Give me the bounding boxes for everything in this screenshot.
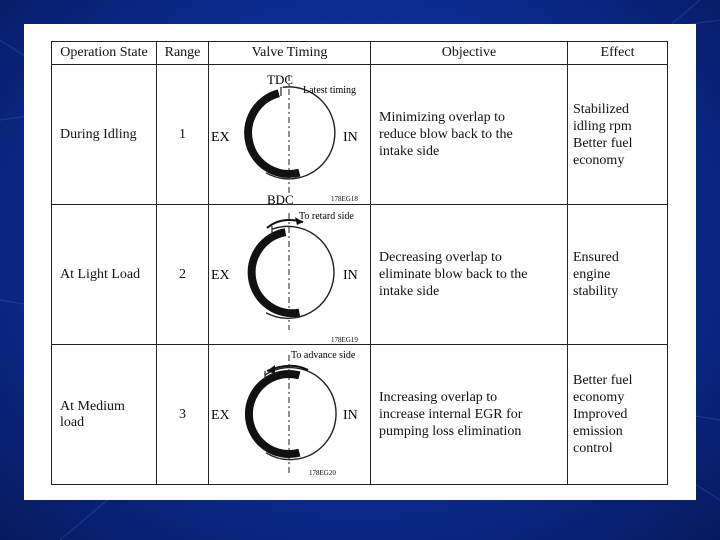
valve-timing-diagram-medium-load bbox=[209, 345, 371, 484]
operation-state-cell bbox=[52, 205, 157, 345]
valve-timing-cell bbox=[209, 345, 371, 485]
range-value: 1 bbox=[157, 65, 209, 205]
table-row bbox=[52, 205, 668, 345]
timing-note: To advance side bbox=[291, 350, 356, 361]
header-objective: Objective bbox=[371, 42, 568, 65]
range-value: 3 bbox=[157, 345, 209, 485]
effect-cell bbox=[568, 345, 668, 485]
effect-cell bbox=[568, 65, 668, 205]
in-label: IN bbox=[343, 408, 358, 423]
objective-text: Minimizing overlap to reduce blow back to the intake side bbox=[379, 110, 513, 159]
in-label: IN bbox=[343, 268, 358, 283]
valve-timing-table bbox=[51, 41, 668, 485]
exhaust-arc bbox=[248, 93, 299, 174]
objective-text: Decreasing overlap to eliminate blow back to the intake side bbox=[379, 250, 528, 299]
in-label: IN bbox=[343, 130, 358, 145]
ex-label: EX bbox=[211, 268, 230, 283]
valve-timing-cell bbox=[209, 205, 371, 345]
effect-text: Stabilized idling rpm Better fuel economy bbox=[573, 101, 633, 168]
timing-note: To retard side bbox=[299, 211, 354, 222]
timing-note: Latest timing bbox=[303, 85, 357, 96]
ex-label: EX bbox=[211, 408, 230, 423]
ex-label: EX bbox=[211, 130, 230, 145]
figure-code: 178EG18 bbox=[331, 195, 358, 203]
table-row bbox=[52, 345, 668, 485]
operation-state-cell bbox=[52, 65, 157, 205]
effect-text: Better fuel economy Improved emission control bbox=[573, 373, 633, 456]
valve-timing-diagram-light-load bbox=[209, 205, 371, 344]
intake-arc bbox=[265, 368, 336, 460]
effect-cell bbox=[568, 205, 668, 345]
tdc-label: TDC bbox=[267, 72, 293, 87]
bdc-label: BDC bbox=[267, 192, 294, 204]
operation-state: At Light Load bbox=[60, 266, 141, 282]
range-value: 2 bbox=[157, 205, 209, 345]
figure-code: 178EG20 bbox=[309, 469, 336, 477]
operation-state: At Medium load bbox=[60, 398, 125, 430]
slide-panel bbox=[24, 24, 696, 500]
objective-cell bbox=[371, 345, 568, 485]
header-operation-state: Operation State bbox=[52, 42, 157, 65]
operation-state: During Idling bbox=[60, 126, 137, 142]
operation-state-cell bbox=[52, 345, 157, 485]
valve-timing-diagram-idling bbox=[209, 65, 371, 204]
objective-cell bbox=[371, 65, 568, 205]
table-row bbox=[52, 65, 668, 205]
header-range: Range bbox=[157, 42, 209, 65]
intake-arc bbox=[266, 226, 334, 318]
exhaust-arc bbox=[252, 232, 300, 313]
exhaust-arc bbox=[249, 374, 299, 454]
header-effect: Effect bbox=[568, 42, 668, 65]
valve-timing-cell bbox=[209, 65, 371, 205]
objective-cell bbox=[371, 205, 568, 345]
objective-text: Increasing overlap to increase internal EGR for pumping loss elimination bbox=[379, 390, 523, 439]
effect-text: Ensured engine stability bbox=[573, 250, 619, 299]
header-valve-timing: Valve Timing bbox=[209, 42, 371, 65]
table-header-row bbox=[52, 42, 668, 65]
figure-code: 178EG19 bbox=[331, 336, 358, 344]
intake-arc bbox=[266, 87, 335, 179]
